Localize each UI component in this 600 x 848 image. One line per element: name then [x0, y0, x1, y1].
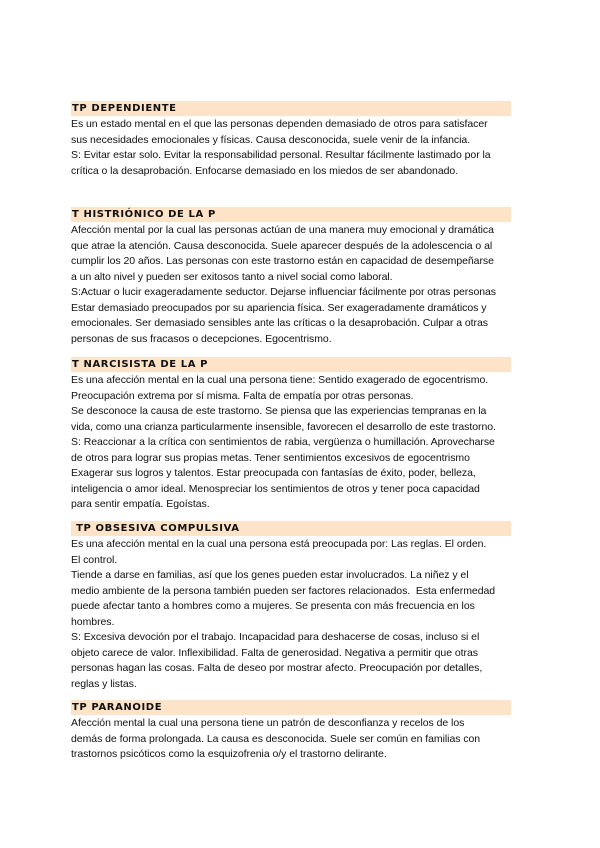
- body-line: para sentir empatía. Egoístas.: [71, 498, 210, 510]
- body-line: puede afectar tanto a hombres como a mujeres. Se presenta con más frecuencia en los: [71, 600, 475, 612]
- section-heading: TP PARANOIDE: [71, 700, 511, 715]
- body-line: El control.: [71, 553, 118, 566]
- body-line: sus necesidades emocionales y físicas. Causa desconocida, suele venir de la infancia.: [71, 133, 471, 146]
- body-line: hombres.: [71, 615, 115, 628]
- body-line: Preocupación extrema por sí misma. Falta de empatía por otras personas.: [71, 389, 414, 402]
- body-line: que atrae la atención. Causa desconocida. Suele aparecer después de la adolescencia o al: [71, 239, 493, 252]
- section-t-narcisista: [71, 357, 511, 513]
- body-line: Afección mental por la cual las personas actúan de una manera muy emocional y dramática: [71, 224, 494, 236]
- section-tp-obsesiva-compulsiva: [71, 521, 511, 692]
- section-tp-paranoide: [71, 700, 511, 763]
- body-line: personas de sus fracasos o decepciones. Egocentrismo.: [71, 332, 332, 345]
- body-line: trastornos psicóticos como la esquizofrenia o/y el trastorno delirante.: [71, 748, 387, 760]
- body-line: inteligencia o amor ideal. Menospreciar los sentimientos de otros y tener poca capacidad: [71, 482, 480, 495]
- body-line: S:Actuar o lucir exageradamente seductor. Dejarse influenciar fácilmente por otras personas: [71, 286, 497, 298]
- section-tp-dependiente: [71, 101, 511, 179]
- body-line: S: Excesiva devoción por el trabajo. Incapacidad para deshacerse de cosas, incluso si el: [71, 631, 480, 643]
- body-line: S: Evitar estar solo. Evitar la responsabilidad personal. Resultar fácilmente lastimado por la: [71, 149, 491, 161]
- section-heading: TP DEPENDIENTE: [71, 101, 511, 116]
- body-line: cumplir los 20 años. Las personas con este trastorno están en capacidad de desempeñarse: [71, 255, 494, 267]
- section-body: [71, 537, 511, 692]
- section-heading: T HISTRIÓNICO DE LA P: [71, 207, 511, 222]
- section-body: [71, 223, 511, 347]
- body-line: Afección mental la cual una persona tiene un patrón de desconfianza y recelos de los: [71, 717, 465, 729]
- body-line: medio ambiente de la persona también pueden ser factores relacionados. Esta enfermedad: [71, 584, 496, 597]
- body-line: crítica o la desaprobación. Enfocarse demasiado en los miedos de ser abandonado.: [71, 164, 459, 177]
- body-line: objeto carece de valor. Inflexibilidad. Falta de generosidad. Negativa a permitir que otras: [71, 646, 478, 659]
- section-body: [71, 716, 511, 763]
- body-line: Es un estado mental en el que las personas dependen demasiado de otros para satisfacer: [71, 118, 488, 130]
- body-line: de otros para lograr sus propias metas. Tener sentimientos excesivos de egocentrismo: [71, 451, 470, 464]
- section-body: [71, 117, 511, 179]
- body-line: S: Reaccionar a la crítica con sentimientos de rabia, vergüenza o humillación. Aprovecharse: [71, 436, 495, 448]
- body-line: Estar demasiado preocupados por su apariencia física. Ser exageradamente dramáticos y: [71, 301, 487, 314]
- body-line: Es una afección mental en la cual una persona tiene: Sentido exagerado de egocentrismo.: [71, 374, 489, 386]
- body-line: Es una afección mental en la cual una persona está preocupada por: Las reglas. El orden.: [71, 538, 487, 550]
- section-t-histrionico: [71, 207, 511, 347]
- body-line: personas hagan las cosas. Falta de deseo por mostrar afecto. Preocupación por detalles,: [71, 662, 483, 674]
- section-body: [71, 373, 511, 513]
- body-line: Tiende a darse en familias, así que los genes pueden estar involucrados. La niñez y el: [71, 569, 469, 581]
- body-line: reglas y listas.: [71, 677, 137, 690]
- body-line: demás de forma prolongada. La causa es desconocida. Suele ser común en familias con: [71, 732, 481, 745]
- body-line: Se desconoce la causa de este trastorno. Se piensa que las experiencias tempranas en la: [71, 405, 487, 417]
- section-heading: TP OBSESIVA COMPULSIVA: [71, 521, 511, 536]
- body-line: vida, como una crianza particularmente insensible, favorecen el desarrollo de este trastorno.: [71, 420, 496, 433]
- body-line: Exagerar sus logros y talentos. Estar preocupada con fantasías de éxito, poder, belleza,: [71, 467, 476, 479]
- body-line: emocionales. Ser demasiado sensibles ante las críticas o la desaprobación. Culpar a otras: [71, 317, 488, 329]
- section-heading: T NARCISISTA DE LA P: [71, 357, 511, 372]
- body-line: a un alto nivel y pueden ser exitosos tanto a nivel social como laboral.: [71, 270, 393, 283]
